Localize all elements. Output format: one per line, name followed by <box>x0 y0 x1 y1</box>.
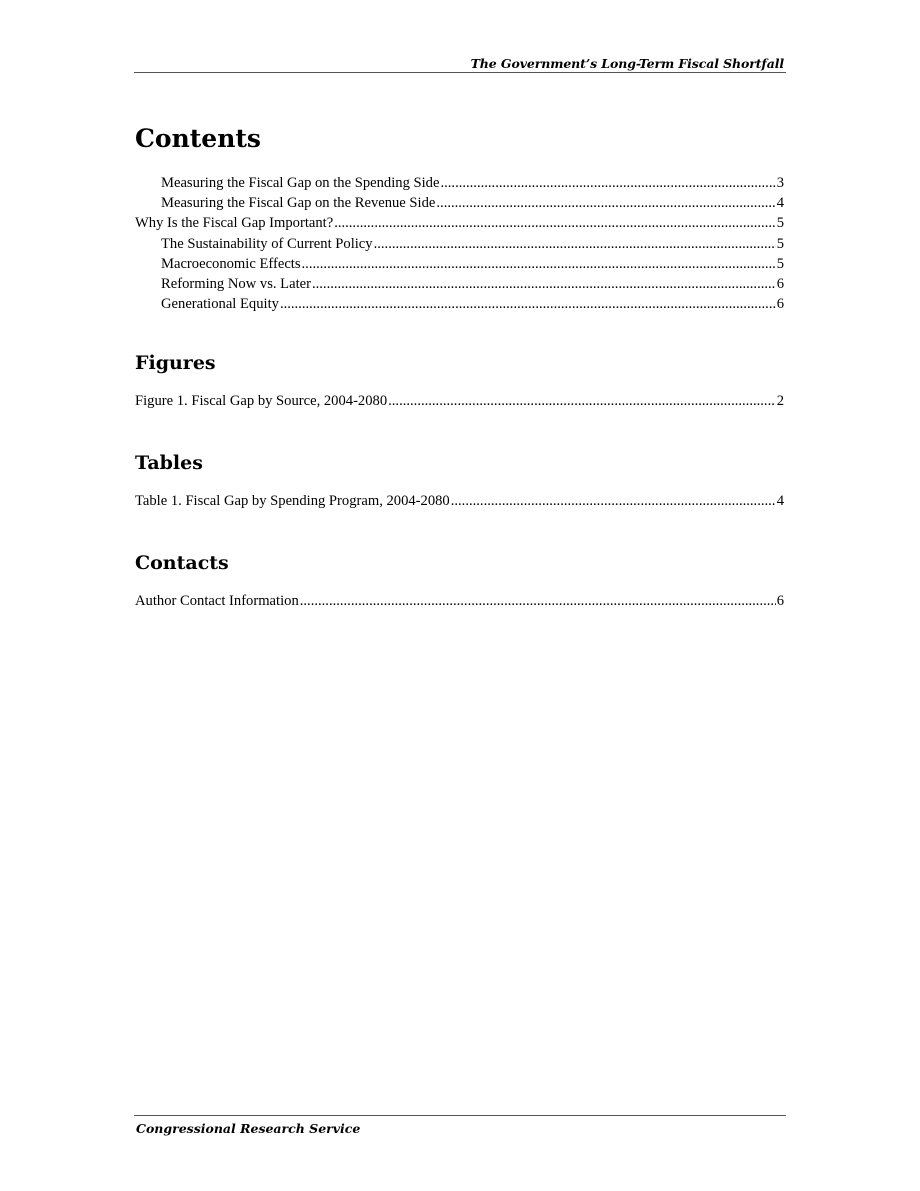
toc-leader-dots <box>436 193 775 213</box>
contacts-heading: Contacts <box>135 552 229 574</box>
toc-entry[interactable] <box>135 193 784 213</box>
tables-list <box>135 491 784 511</box>
page-footer <box>134 1115 786 1136</box>
contents-list <box>135 173 784 314</box>
toc-entry-title: Generational Equity <box>161 296 279 313</box>
figures-heading: Figures <box>135 352 216 374</box>
toc-page-number: 4 <box>776 195 784 212</box>
toc-entry-title: Measuring the Fiscal Gap on the Revenue Side <box>161 195 436 212</box>
toc-leader-dots <box>302 254 776 274</box>
toc-entry[interactable] <box>135 234 784 254</box>
toc-entry[interactable] <box>135 213 784 233</box>
toc-entry[interactable] <box>135 173 784 193</box>
toc-page-number: 4 <box>776 493 784 509</box>
toc-entry-title: Reforming Now vs. Later <box>161 275 311 292</box>
toc-entry-title: Measuring the Fiscal Gap on the Spending Side <box>161 175 440 191</box>
figures-list <box>135 391 784 411</box>
toc-entry-title: Why Is the Fiscal Gap Important? <box>135 215 334 232</box>
table-entry[interactable] <box>135 491 784 511</box>
toc-leader-dots <box>440 173 775 193</box>
toc-entry[interactable] <box>135 254 784 274</box>
toc-leader-dots <box>374 234 776 254</box>
toc-page-number: 3 <box>776 175 784 191</box>
toc-page-number: 6 <box>776 593 784 609</box>
contacts-list <box>135 591 784 611</box>
toc-page-number: 6 <box>776 296 784 313</box>
toc-page-number: 5 <box>776 215 784 232</box>
toc-leader-dots <box>312 274 776 294</box>
running-title: The Government’s Long-Term Fiscal Shortfall <box>470 56 784 71</box>
table-entry-title: Table 1. Fiscal Gap by Spending Program, 2004-2080 <box>135 493 450 509</box>
figure-entry-title: Figure 1. Fiscal Gap by Source, 2004-2080 <box>135 393 388 409</box>
toc-entry[interactable] <box>135 294 784 314</box>
toc-page-number: 6 <box>776 275 784 292</box>
toc-entry-title: The Sustainability of Current Policy <box>161 235 373 252</box>
contact-entry-title: Author Contact Information <box>135 593 299 609</box>
toc-page-number: 2 <box>776 393 784 409</box>
page-header <box>134 55 786 73</box>
toc-leader-dots <box>334 213 776 233</box>
toc-entry-title: Macroeconomic Effects <box>161 255 301 272</box>
toc-leader-dots <box>388 391 776 411</box>
toc-leader-dots <box>280 294 776 314</box>
contents-heading: Contents <box>135 124 262 153</box>
figure-entry[interactable] <box>135 391 784 411</box>
toc-leader-dots <box>451 491 776 511</box>
toc-leader-dots <box>300 591 776 611</box>
contact-entry[interactable] <box>135 591 784 611</box>
tables-heading: Tables <box>135 452 203 474</box>
footer-publisher: Congressional Research Service <box>136 1121 361 1136</box>
toc-entry[interactable] <box>135 274 784 294</box>
toc-page-number: 5 <box>776 255 784 272</box>
toc-page-number: 5 <box>776 235 784 252</box>
